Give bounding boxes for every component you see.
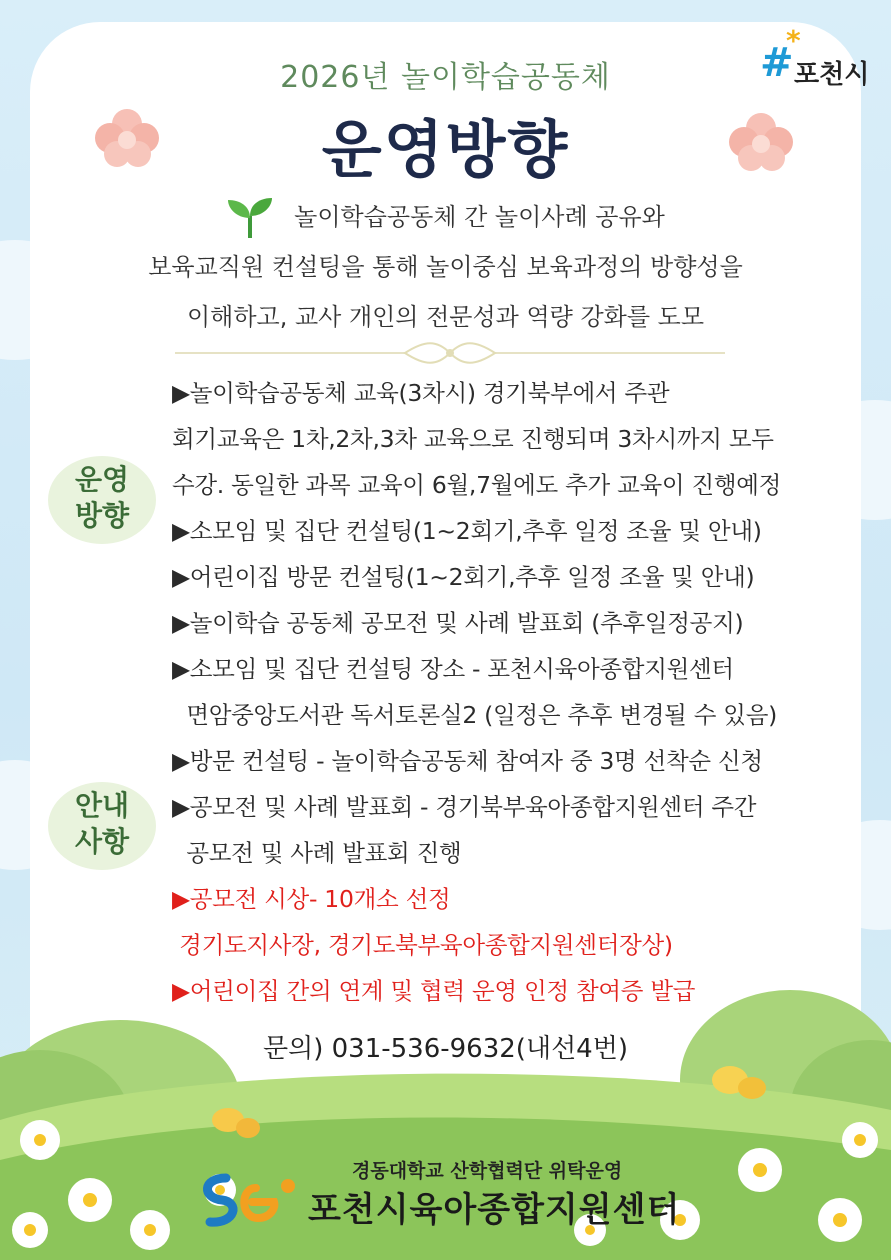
bullet-item: ▶소모임 및 집단 컨설팅 장소 - 포천시육아종합지원센터 [172,655,734,683]
ornament-divider [175,340,725,366]
bullet-item: 수강. 동일한 과목 교육이 6월,7월에도 추가 교육이 진행예정 [172,471,782,499]
contact-info: 문의) 031-536-9632(내선4번) [262,1034,628,1064]
label-notice [50,788,154,860]
footer-center-name: 포천시육아종합지원센터 [308,1190,681,1230]
info-bullet-list [172,370,852,1014]
star-icon: * [786,24,801,57]
bullet-item: ▶방문 컨설팅 - 놀이학습공동체 참여자 중 3명 선착순 신청 [172,747,763,775]
label-line: 사항 [74,825,130,858]
bullet-item: 면암중앙도서관 독서토론실2 (일정은 추후 변경될 수 있음) [172,701,777,729]
bullet-item: ▶어린이집 간의 연계 및 협력 운영 인정 참여증 발급 [172,977,696,1005]
bullet-item: ▶공모전 시상- 10개소 선정 [172,885,451,913]
intro-line: 보육교직원 컨설팅을 통해 놀이중심 보육과정의 방향성을 [148,253,743,281]
label-operation-direction [50,462,154,534]
label-line: 안내 [74,789,130,822]
footer-operator: 경동대학교 산학협력단 위탁운영 [352,1160,623,1182]
bullet-item: ▶소모임 및 집단 컨설팅(1~2회기,추후 일정 조율 및 안내) [172,517,762,545]
label-line: 방향 [74,499,130,532]
bullet-item: ▶공모전 및 사례 발표회 - 경기북부육아종합지원센터 주간 [172,793,757,821]
poster-subtitle: 2026년 놀이학습공동체 [280,60,611,95]
sprout-icon [226,198,274,238]
logo-text: 포천시 [794,60,870,90]
bullet-item: 경기도지사장, 경기도북부육아종합지원센터장상) [172,931,673,959]
bullet-item: 공모전 및 사례 발표회 진행 [172,839,462,867]
intro-text: 놀이학습공동체 간 놀이사례 공유와 [294,203,665,231]
intro-line [0,192,891,242]
bullet-item: ▶놀이학습공동체 교육(3차시) 경기북부에서 주관 [172,379,670,407]
hash-icon: # [760,40,794,86]
intro-paragraph [0,192,891,342]
label-line: 운영 [74,463,130,496]
bullet-item: 회기교육은 1차,2차,3차 교육으로 진행되며 3차시까지 모두 [172,425,774,453]
center-logo-icon [196,1168,300,1232]
bullet-item: ▶놀이학습 공동체 공모전 및 사례 발표회 (추후일정공지) [172,609,744,637]
bullet-item: ▶어린이집 방문 컨설팅(1~2회기,추후 일정 조율 및 안내) [172,563,755,591]
poster-title: 운영방향 [321,113,570,186]
intro-line: 이해하고, 교사 개인의 전문성과 역량 강화를 도모 [186,303,705,331]
